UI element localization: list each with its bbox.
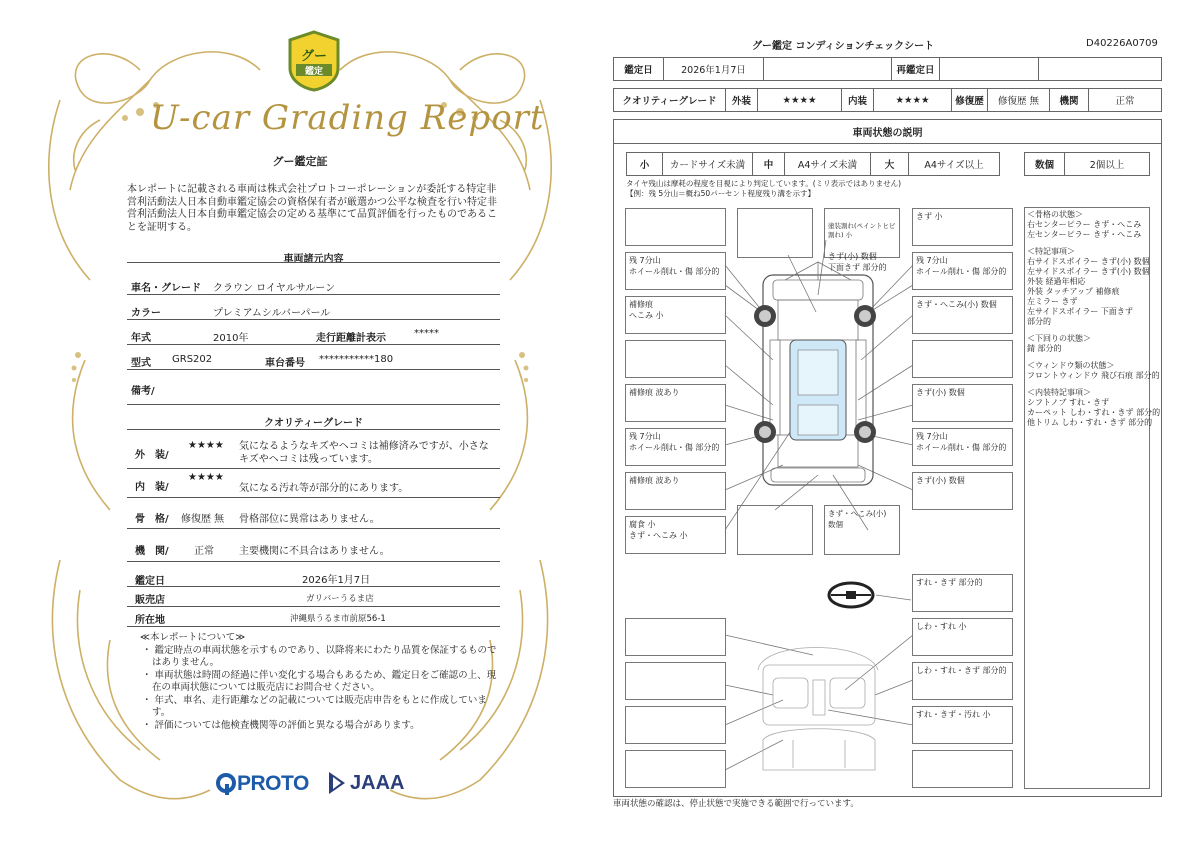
certificate-intro: 本レポートに記載される車両は株式会社プロトコーポレーションが委託する特定非営利活動法人日本自動車鑑定協会の資格保有者が厳選かつ公平な検査を行い特定非営利活動法人日本自動車鑑定協会の定める基準にて品質評価を行ったものであることを証明する。 [127,184,497,233]
interior-label: 内 装/ [135,482,169,493]
year-value: 2010年 [213,333,249,344]
remarks-label: 備考/ [131,386,155,397]
name-value: クラウン ロイヤルサルーン [213,283,336,294]
note-item: ・ 車両状態は時間の経過に伴い変化する場合もあるため、鑑定日をご確認の上、現在の車両状態については販売店にお問合せください。 [142,669,497,693]
finding-line [1027,381,1160,388]
notes-title: ≪本レポートについて≫ [140,632,246,643]
exterior-text: 気になるようなキズやヘコミは補修済みですが、小さなキズやヘコミは残っています。 [239,441,489,465]
note-box [737,208,813,258]
note-item: ・ 鑑定時点の車両状態を示すものであり、以降将来にわたり品質を保証するものではありません。 [142,644,497,668]
note-box-top-mid-text: きず(小) 数個 下面きず 部分的 [828,252,887,272]
engine-value: 正常 [1115,96,1135,107]
steering-wheel-icon [829,583,873,607]
svg-text:グー: グー [300,49,328,64]
finding-line: ＜下回りの状態＞ [1027,334,1091,343]
finding-line: 外装 経過年相応 [1027,277,1086,286]
note-box-top-small: 塗装割れ(ペイントヒビ割れ) 小 [828,222,896,239]
finding-line: 部分的 [1027,317,1051,326]
size-large-desc: A4サイズ以上 [924,160,984,171]
frame-label: 骨 格/ [135,514,169,525]
note-box-r-rear-qtr: きず(小) 数個 [912,472,1013,510]
ext-stars: ★★★★ [758,89,842,111]
finding-line: 左ミラー きず [1027,297,1078,306]
interior-stars: ★★★★ [188,472,224,483]
spec-heading: 車両諸元内容 [283,254,344,265]
address-label: 所在地 [135,615,165,626]
ext-label: 外装 [726,89,758,111]
note-box [625,706,726,744]
goo-kantei-badge-icon [286,30,342,92]
finding-line: カーペット しわ・すれ・きず 部分的 [1027,408,1161,417]
dealer-label: 販売店 [135,595,165,606]
finding-line: 右サイドスポイラー きず(小) 数個 [1027,257,1150,266]
engine-label: 機 関/ [135,546,169,557]
proto-text: PROTO [237,772,309,795]
model-value: GRS202 [172,354,213,365]
divider [127,497,500,498]
name-label: 車名・グレード [131,283,201,294]
divider [127,561,500,562]
note-box [625,662,726,700]
empty-cell [1039,58,1161,80]
int-stars: ★★★★ [874,89,952,111]
count-desc: 2個以上 [1089,160,1125,171]
count-legend [1024,152,1150,176]
date-row [613,57,1162,81]
script-title: U-car Grading Report [150,98,545,138]
finding-line: ＜内装特記事項＞ [1027,388,1091,397]
note-box-steering: すれ・きず 部分的 [912,574,1013,612]
note-box-int3: すれ・きず・汚れ 小 [912,706,1013,744]
note-box [912,340,1013,378]
address-value: 沖縄県うるま市前原56-1 [290,614,386,624]
note-box [625,340,726,378]
jaaa-mark-icon [327,770,347,796]
mileage-value: ***** [414,328,439,339]
divider [127,606,500,607]
note-item: ・ 年式、車名、走行距離などの記載については販売店申告をもとに作成しています。 [142,694,487,718]
note-box-lr-tire: 残 7分山 ホイール削れ・傷 部分的 [625,428,726,466]
finding-line: フロントウィンドウ 飛び石痕 部分的 [1027,371,1160,380]
chassis-label: 車台番号 [265,358,305,369]
divider [127,262,500,263]
finding-line: 右センターピラー きず・へこみ [1027,220,1142,229]
certificate-subtitle: グー鑑定証 [272,155,328,168]
date-label: 鑑定日 [614,58,664,80]
size-small: 小 [627,153,663,175]
note-box [625,750,726,788]
note-box-int2: しわ・すれ・きず 部分的 [912,662,1013,700]
chassis-value: ***********180 [319,354,394,365]
sheet-footer: 車両状態の確認は、停止状態で実施できる範囲で行っています。 [613,799,859,809]
sheet-title: グー鑑定 コンディションチェックシート [752,41,935,52]
model-label: 型式 [131,358,151,369]
size-small-desc: カードサイズ未満 [663,153,753,175]
finding-line: ＜ウィンドウ類の状態＞ [1027,361,1115,370]
divider [127,586,500,587]
divider [127,369,500,370]
dealer-value: ガリバーうるま店 [306,594,374,604]
finding-line [1027,354,1160,361]
finding-line [1027,327,1160,334]
grade-row [613,88,1162,112]
size-mid: 中 [753,153,785,175]
note-item: ・ 評価については他検査機関等の評価と異なる場合があります。 [142,719,420,731]
exterior-stars: ★★★★ [188,440,224,451]
proto-mark-icon [215,772,237,796]
tire-legend-line: タイヤ残山は摩耗の程度を目視により判定しています。(ミリ表示ではありません) [626,179,902,188]
jaaa-text: JAAA [350,771,405,794]
finding-line: 錆 部分的 [1027,344,1062,353]
note-box-rf-tire: 残 7分山 ホイール削れ・傷 部分的 [912,252,1013,290]
redate-value [940,58,1039,80]
findings-list [1027,210,1160,428]
repair-value: 修復歴 無 [988,89,1050,111]
divider [127,468,500,469]
engine-value: 正常 [194,546,214,557]
tire-legend-line: 【例：残 5分山＝概ね50パーセント程度残り溝を示す】 [626,189,816,198]
divider [127,626,500,627]
note-box [625,208,726,246]
engine-text: 主要機関に不具合はありません。 [239,546,390,557]
date-value: 2026年1月7日 [664,58,764,80]
note-box-l-rear-door: 補修痕 波あり [625,384,726,422]
divider [127,294,500,295]
note-box-int1: しわ・すれ 小 [912,618,1013,656]
note-box-bottom-mid: きず・へこみ(小) 数個 [824,505,900,555]
repair-label: 修復歴 [952,89,988,111]
divider [127,344,500,345]
divider [127,429,500,430]
note-box-l-rear-qtr: 補修痕 波あり [625,472,726,510]
redate-label: 再鑑定日 [892,58,940,80]
finding-line [1027,240,1160,247]
color-value: プレミアムシルバーパール [213,308,331,319]
grade-label: クオリティーグレード [614,89,726,111]
finding-line: 左センターピラー きず・へこみ [1027,230,1142,239]
finding-line: ＜骨格の状態＞ [1027,210,1083,219]
note-box [912,750,1013,788]
note-box-rr-tire: 残 7分山 ホイール削れ・傷 部分的 [912,428,1013,466]
sheet-id: D40226A0709 [1086,38,1158,49]
finding-line: 左サイドスポイラー きず(小) 数個 [1027,267,1150,276]
note-box-r-rear-door: きず(小) 数個 [912,384,1013,422]
divider [127,404,500,405]
report-notes [140,632,500,732]
svg-text:鑑定: 鑑定 [304,67,324,77]
frame-value: 修復歴 無 [181,514,225,525]
proto-logo [215,772,309,796]
mileage-label: 走行距離計表示 [316,333,386,344]
size-large: 大 [871,153,909,175]
divider [127,319,500,320]
note-box-r-front-door: きず・へこみ(小) 数個 [912,296,1013,334]
finding-line: シフトノブ すれ・きず [1027,398,1110,407]
date-value: 2026年1月7日 [302,575,371,586]
state-heading: 車両状態の説明 [613,119,1162,144]
note-box-lf-tire: 残 7分山 ホイール削れ・傷 部分的 [625,252,726,290]
size-legend [626,152,1000,176]
size-mid-desc: A4サイズ未満 [785,153,871,175]
divider [127,528,500,529]
finding-line: 外装 タッチアップ 補修痕 [1027,287,1120,296]
note-box-l-bottom: 腐食 小 きず・へこみ 小 [625,516,726,554]
note-box-top-mid [824,208,900,272]
int-label: 内装 [842,89,874,111]
finding-line: 他トリム しわ・すれ・きず 部分的 [1027,418,1153,427]
jaaa-logo [327,770,404,796]
finding-line: 左サイドスポイラー 下面きず [1027,307,1133,316]
color-label: カラー [131,308,161,319]
date-label: 鑑定日 [135,576,165,587]
note-box-top-right: きず 小 [912,208,1013,246]
note-box-l-front-door: 補修痕 へこみ 小 [625,296,726,334]
finding-line: ＜特記事項＞ [1027,247,1075,256]
exterior-label: 外 装/ [135,450,169,461]
quality-heading: クオリティーグレード [264,418,363,429]
empty-cell [764,58,892,80]
interior-text: 気になる汚れ等が部分的にあります。 [239,483,409,494]
engine-label: 機関 [1050,89,1089,111]
count-label: 数個 [1025,153,1065,175]
note-box [737,505,813,555]
tire-legend [626,179,901,199]
year-label: 年式 [131,333,151,344]
note-box [625,618,726,656]
frame-text: 骨格部位に異常はありません。 [239,514,380,525]
